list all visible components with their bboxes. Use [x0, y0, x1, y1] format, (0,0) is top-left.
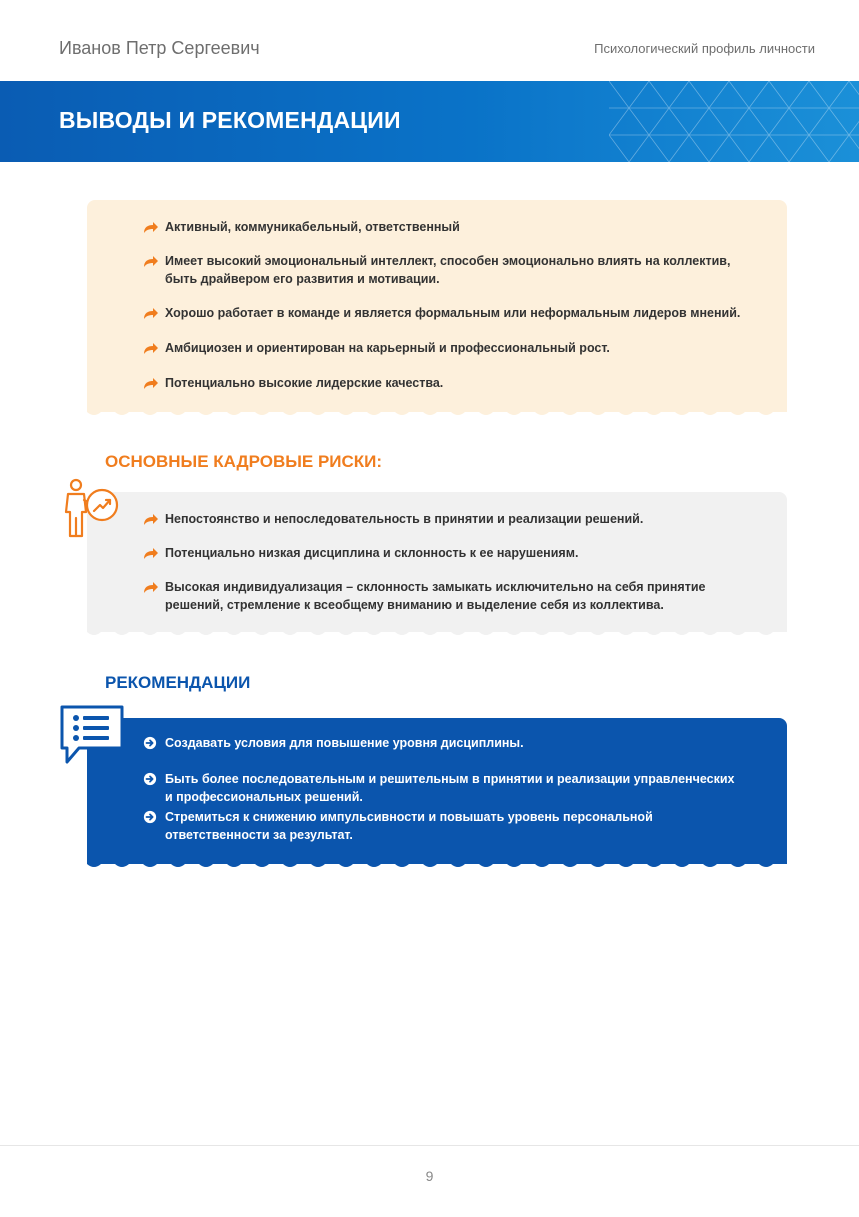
list-item — [143, 808, 745, 844]
list-item-text: Создавать условия для повышение уровня дисциплины. — [165, 736, 524, 750]
list-item — [143, 374, 745, 392]
arrow-turn-right-icon — [143, 255, 159, 268]
arrow-turn-right-icon — [143, 342, 159, 355]
list-item — [143, 544, 745, 562]
circle-arrow-right-icon — [143, 810, 157, 824]
footer-divider — [0, 1145, 859, 1146]
list-item-text: Потенциально высокие лидерские качества. — [165, 376, 444, 390]
person-name: Иванов Петр Сергеевич — [59, 38, 260, 58]
list-item-text: Высокая индивидуализация – склонность замыкать исключительно на себя принятие решений, стремление к всеобщему вниманию и выделение себя из коллектива. — [165, 580, 706, 612]
arrow-turn-right-icon — [143, 377, 159, 390]
arrow-turn-right-icon — [143, 581, 159, 594]
chat-list-icon — [59, 704, 125, 768]
list-item-text: Активный, коммуникабельный, ответственный — [165, 220, 460, 234]
list-item-text: Амбициозен и ориентирован на карьерный и профессиональный рост. — [165, 341, 610, 355]
circle-arrow-right-icon — [143, 736, 157, 750]
list-item-text: Имеет высокий эмоциональный интеллект, способен эмоционально влиять на коллектив, быть драйвером его развития и мотивации. — [165, 254, 731, 286]
person-chart-icon — [62, 478, 120, 540]
circle-arrow-right-icon — [143, 772, 157, 786]
arrow-turn-right-icon — [143, 221, 159, 234]
list-item-text: Непостоянство и непоследовательность в принятии и реализации решений. — [165, 512, 644, 526]
list-item — [143, 770, 745, 806]
list-item — [143, 252, 745, 288]
page-header — [0, 0, 859, 80]
list-item — [143, 304, 745, 322]
document-title: Психологический профиль личности — [594, 41, 815, 56]
banner-title: ВЫВОДЫ И РЕКОМЕНДАЦИИ — [59, 107, 401, 133]
arrow-turn-right-icon — [143, 547, 159, 560]
recommendations-title: РЕКОМЕНДАЦИИ — [105, 673, 251, 692]
list-item-text: Хорошо работает в команде и является формальным или неформальным лидеров мнений. — [165, 306, 741, 320]
list-item-text: Быть более последовательным и решительным в принятии и реализации управленческих и профессиональных решений. — [165, 772, 735, 804]
risks-box — [87, 492, 787, 632]
list-item — [143, 218, 745, 236]
list-item-text: Потенциально низкая дисциплина и склонность к ее нарушениям. — [165, 546, 579, 560]
list-item — [143, 578, 745, 614]
triangle-pattern-decoration — [609, 81, 859, 162]
conclusions-box — [87, 200, 787, 412]
section-banner — [0, 81, 859, 162]
list-item-text: Стремиться к снижению импульсивности и повышать уровень персональной ответственности за результат. — [165, 810, 653, 842]
recommendations-box — [87, 718, 787, 864]
page-number: 9 — [425, 1168, 434, 1184]
risks-title: ОСНОВНЫЕ КАДРОВЫЕ РИСКИ: — [105, 452, 383, 471]
wave-edge-decoration — [87, 408, 787, 418]
arrow-turn-right-icon — [143, 513, 159, 526]
list-item — [143, 510, 745, 528]
arrow-turn-right-icon — [143, 307, 159, 320]
list-item — [143, 734, 745, 752]
wave-edge-decoration — [87, 860, 787, 870]
list-item — [143, 339, 745, 357]
wave-edge-decoration — [87, 628, 787, 638]
